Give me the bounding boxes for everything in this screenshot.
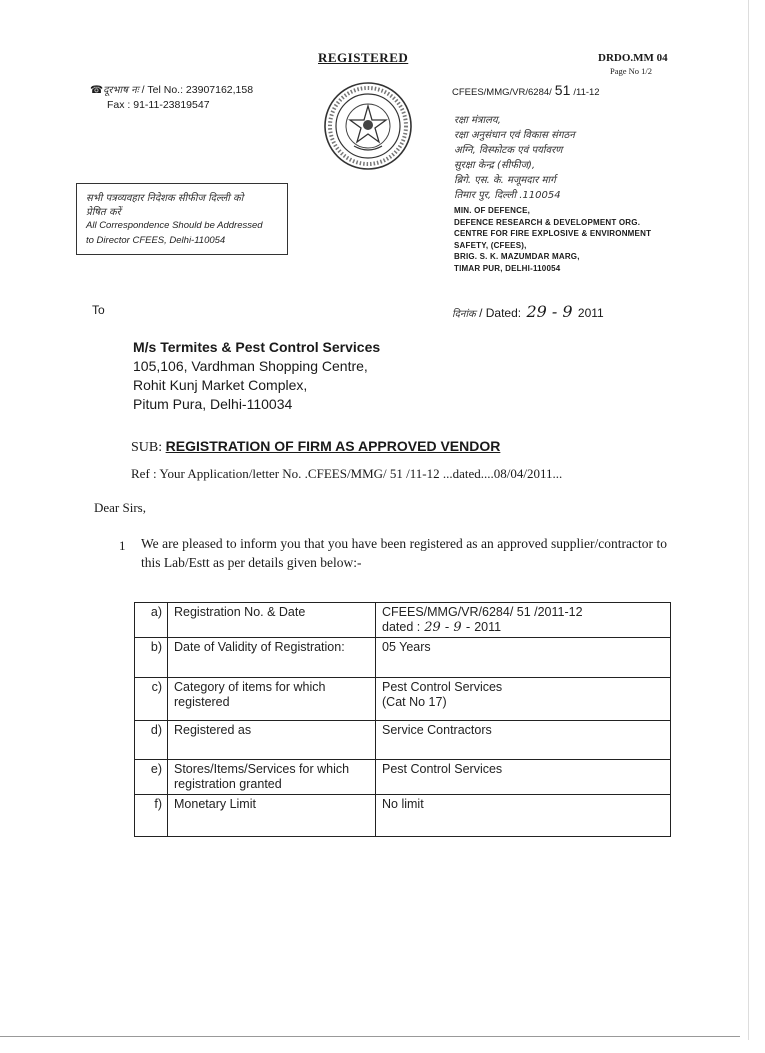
english-address-line: BRIG. S. K. MAZUMDAR MARG, xyxy=(454,252,580,261)
value-line xyxy=(382,620,664,635)
subject-prefix: SUB: xyxy=(131,440,163,455)
phone-icon: ☎ xyxy=(90,84,104,96)
fax-number: Fax : 91-11-23819547 xyxy=(107,99,210,111)
row-value xyxy=(376,638,671,678)
tel-number: / Tel No.: 23907162,158 xyxy=(141,84,254,96)
row-key: a) xyxy=(135,603,168,638)
corr-hindi-line: सभी पत्रव्यवहार निदेशक सीफीज दिल्ली को xyxy=(86,193,244,204)
corr-english-line: to Director CFEES, Delhi-110054 xyxy=(86,235,226,246)
subject-title: REGISTRATION OF FIRM AS APPROVED VENDOR xyxy=(165,438,501,454)
row-key: e) xyxy=(135,760,168,795)
row-label: Stores/Items/Services for which registration granted xyxy=(168,760,376,795)
scan-edge-line xyxy=(0,1036,740,1037)
row-value xyxy=(376,760,671,795)
table-row xyxy=(135,795,671,837)
table-row xyxy=(135,603,671,638)
dated-year: 2011 xyxy=(577,306,604,320)
addressee-firm: M/s Termites & Pest Control Services xyxy=(133,339,381,355)
row-key: f) xyxy=(135,795,168,837)
english-address-line: CENTRE FOR FIRE EXPLOSIVE & ENVIRONMENT xyxy=(454,229,652,238)
paragraph-text: We are pleased to inform you that you have been registered as an approved supplier/contractor to this Lab/Estt as per details given below:- xyxy=(141,536,667,570)
value-line: CFEES/MMG/VR/6284/ 51 /2011-12 xyxy=(382,605,583,619)
handwritten-date: 29 - 9 xyxy=(526,302,573,321)
page-number: Page No 1/2 xyxy=(610,66,653,76)
value-line: 05 Years xyxy=(382,640,431,654)
scan-edge-line xyxy=(748,0,749,1040)
hindi-address-line: ब्रिगे. एस. के. मजूमदार मार्ग xyxy=(454,175,556,186)
value-line: Pest Control Services xyxy=(382,762,503,776)
hindi-address-line: रक्षा मंत्रालय, xyxy=(454,115,501,126)
table-row xyxy=(135,638,671,678)
row-key: b) xyxy=(135,638,168,678)
row-label: Date of Validity of Registration: xyxy=(168,638,376,678)
value-dated-prefix: dated : xyxy=(382,620,421,634)
english-address xyxy=(454,205,651,274)
letter-ref-number: 51 xyxy=(554,82,571,98)
table-row xyxy=(135,721,671,760)
value-line: Service Contractors xyxy=(382,723,492,737)
row-value xyxy=(376,603,671,638)
letter-ref-prefix: CFEES/MMG/VR/6284/ xyxy=(452,87,552,98)
letter-reference xyxy=(452,82,600,98)
table-row xyxy=(135,678,671,721)
value-line: (Cat No 17) xyxy=(382,695,447,709)
english-address-line: SAFETY, (CFEES), xyxy=(454,240,527,250)
row-label: Monetary Limit xyxy=(168,795,376,837)
salutation: Dear Sirs, xyxy=(94,500,146,515)
letter-date xyxy=(452,302,604,321)
tel-hindi-label: दूरभाष नः xyxy=(103,85,139,96)
row-key: c) xyxy=(135,678,168,721)
drdo-seal-icon xyxy=(322,80,414,172)
hindi-address-line: अग्नि, विस्फोटक एवं पर्यावरण xyxy=(454,145,563,156)
value-line: No limit xyxy=(382,797,424,811)
row-label: Registration No. & Date xyxy=(168,603,376,638)
english-address-line: MIN. OF DEFENCE, xyxy=(454,206,531,215)
row-key: d) xyxy=(135,721,168,760)
value-line: Pest Control Services xyxy=(382,680,503,694)
hindi-address-line: तिमार पुर, दिल्ली .110054 xyxy=(454,190,561,201)
form-id: DRDO.MM 04 xyxy=(598,52,668,64)
telephone-line xyxy=(90,82,253,96)
registration-details-table xyxy=(134,602,671,837)
corr-english-line: All Correspondence Should be Addressed xyxy=(86,220,263,231)
subject-line xyxy=(131,438,500,456)
hindi-address-line: सुरक्षा केन्द्र (सीफीज), xyxy=(454,160,536,171)
value-dated-year: 2011 xyxy=(474,620,502,634)
reference-line: Ref : Your Application/letter No. .CFEES/MMG/ 51 /11-12 ...dated....08/04/2011... xyxy=(131,466,563,481)
row-value xyxy=(376,721,671,760)
row-label: Category of items for which registered xyxy=(168,678,376,721)
addressee-line: 105,106, Vardhman Shopping Centre, xyxy=(133,358,368,374)
registered-stamp: REGISTERED xyxy=(318,50,409,65)
addressee-line: Rohit Kunj Market Complex, xyxy=(133,377,308,393)
corr-hindi-line: प्रेषित करें xyxy=(86,207,121,218)
english-address-line: DEFENCE RESEARCH & DEVELOPMENT ORG. xyxy=(454,217,641,227)
hindi-address-line: रक्षा अनुसंधान एवं विकास संगठन xyxy=(454,130,575,141)
dated-label: / Dated: xyxy=(479,306,522,320)
row-value xyxy=(376,678,671,721)
english-address-line: TIMAR PUR, DELHI-110054 xyxy=(454,263,561,273)
letter-ref-suffix: /11-12 xyxy=(573,87,600,98)
addressee-line: Pitum Pura, Delhi-110034 xyxy=(133,396,293,412)
addressee-block xyxy=(133,338,380,414)
hindi-address xyxy=(454,113,575,203)
correspondence-box xyxy=(76,183,288,255)
table-row xyxy=(135,760,671,795)
to-label: To xyxy=(92,303,105,317)
row-label: Registered as xyxy=(168,721,376,760)
paragraph-number: 1 xyxy=(119,538,126,553)
row-value xyxy=(376,795,671,837)
dated-hindi-label: दिनांक xyxy=(452,309,476,320)
handwritten-date: 29 - 9 - xyxy=(424,620,471,635)
